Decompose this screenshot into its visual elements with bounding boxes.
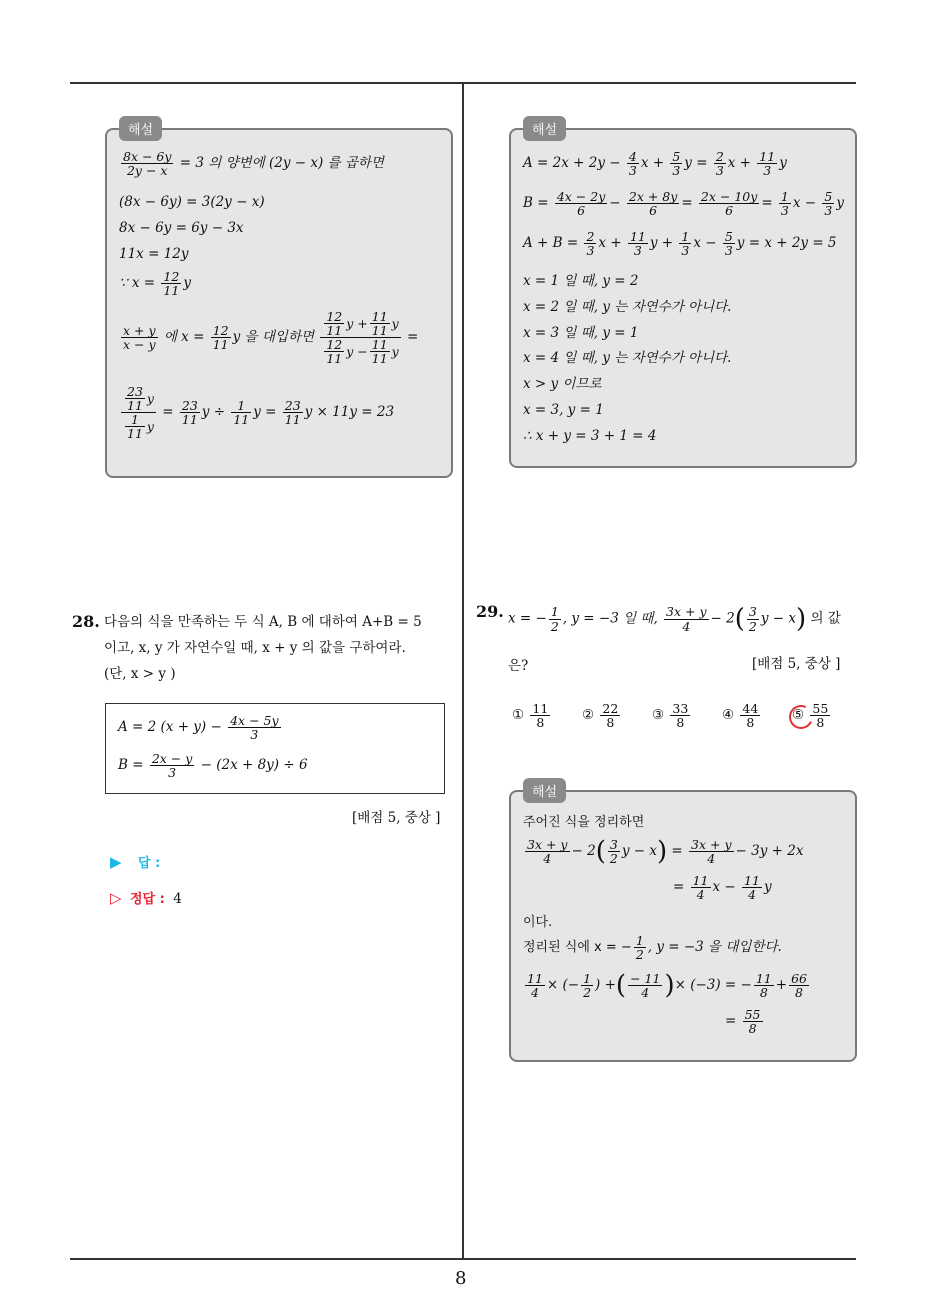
choice-4[interactable]: ④ $\frac{44}{8}$ — [722, 701, 759, 731]
solution-line-2: $\frac{3x + y}{4}$ − 2( $\frac{3}{2}$ y − x) = $\frac{3x + y}{4}$ − 3y + 2x — [527, 836, 804, 867]
correct-value: 4 — [173, 891, 182, 907]
solution-box-q27 — [105, 123, 453, 478]
correct-label: 정답 : — [130, 892, 165, 907]
choice-2[interactable]: ② $\frac{22}{8}$ — [582, 701, 619, 731]
correct-row — [110, 888, 182, 907]
definition-box — [105, 703, 445, 794]
question-29 — [476, 602, 860, 682]
answer-row — [110, 852, 160, 871]
definition-a: A = 2 (x + y) − $\frac{4x - 5y}{3}$ — [118, 713, 279, 743]
solution-line-7: x = 4 일 때, y 는 자연수가 아니다. — [523, 350, 732, 366]
score-q28: [배점 5, 중상 ] — [352, 810, 441, 826]
choice-number: ② — [582, 707, 595, 724]
page-number: 8 — [455, 1268, 467, 1289]
column-divider — [462, 82, 464, 1260]
question-number: 28. — [72, 612, 100, 631]
solution-line-2: (8x − 6y) = 3(2y − x) — [119, 194, 265, 210]
choice-number: ④ — [722, 707, 735, 724]
solution-line-6: $\frac{x + y}{x - y}$ 에 x = $\frac{12}{11}$ y 을 대입하면 $\frac{12}{11}$ y + $\frac{11}{11}$ y $\frac{12}{11}$ y − $\frac{11}{11}$ y = — [123, 309, 419, 367]
score-q29: [배점 5, 중상 ] — [752, 656, 841, 672]
question-line-2: 이고, x, y 가 자연수일 때, x + y 의 값을 구하여라. — [104, 640, 406, 656]
solution-line-1: 주어진 식을 정리하면 — [523, 815, 645, 830]
choice-number: ⑤ — [792, 707, 805, 724]
correct-arrow-icon: ▷ — [110, 889, 122, 907]
solution-line-3: = $\frac{11}{4}$ x − $\frac{11}{4}$ y — [673, 873, 772, 903]
solution-line-6: x = 3 일 때, y = 1 — [523, 325, 639, 341]
answer-label: 답 : — [138, 856, 161, 871]
choice-number: ③ — [652, 707, 665, 724]
solution-line-5: 정리된 식에 x = − $\frac{1}{2}$ , y = −3 을 대입한다. — [523, 933, 782, 963]
solution-line-4: x = 1 일 때, y = 2 — [523, 273, 639, 289]
question-line-1: x = − $\frac{1}{2}$ , y = −3 일 때, $\frac{3x + y}{4}$ − 2( $\frac{3}{2}$ y − x) 의 값 — [508, 604, 841, 634]
solution-tag: 해설 — [523, 116, 566, 141]
solution-line-4: 11x = 12y — [119, 246, 189, 262]
solution-line-1: A = 2x + 2y − $\frac{4}{3}$ x + $\frac{5}{3}$ y = $\frac{2}{3}$ x + $\frac{11}{3}$ y — [523, 149, 787, 179]
solution-box-q29 — [509, 785, 857, 1062]
solution-line-5: ∵ x = $\frac{12}{11}$ y — [119, 269, 191, 299]
solution-line-3: 8x − 6y = 6y − 3x — [119, 220, 244, 236]
solution-line-2: B = $\frac{4x - 2y}{6}$ − $\frac{2x + 8y}{6}$ = $\frac{2x - 10y}{6}$ = $\frac{1}{3}$ x − $\frac{5}{3}$ y — [523, 189, 844, 219]
solution-box-q28 — [509, 123, 857, 468]
question-line-2: 은? — [508, 658, 529, 674]
solution-line-5: x = 2 일 때, y 는 자연수가 아니다. — [523, 299, 732, 315]
solution-line-1: $\frac{8x - 6y}{2y - x}$ = 3 의 양변에 (2y − x) 를 곱하면 — [123, 149, 384, 179]
solution-line-10: ∴ x + y = 3 + 1 = 4 — [523, 428, 657, 444]
solution-tag: 해설 — [523, 778, 566, 803]
solution-line-7: $\frac{23}{11}$ y $\frac{1}{11}$ y = $\frac{23}{11}$ y ÷ $\frac{1}{11}$ y = $\frac{23}{11}$ y × 11y = 23 — [119, 385, 394, 441]
choice-5[interactable]: ⑤ $\frac{55}{8}$ — [792, 701, 829, 731]
definition-b: B = $\frac{2x - y}{3}$ − (2x + 8y) ÷ 6 — [118, 751, 308, 781]
solution-line-7: = $\frac{55}{8}$ — [725, 1007, 761, 1037]
choice-3[interactable]: ③ $\frac{33}{8}$ — [652, 701, 689, 731]
choice-1[interactable]: ① $\frac{11}{8}$ — [512, 701, 549, 731]
solution-line-9: x = 3, y = 1 — [523, 402, 604, 418]
solution-tag: 해설 — [119, 116, 162, 141]
choice-number: ① — [512, 707, 525, 724]
answer-arrow-icon: ▶ — [110, 853, 122, 871]
solution-line-4: 이다. — [523, 915, 553, 930]
solution-line-8: x > y 이므로 — [523, 376, 602, 392]
question-line-3: (단, x > y ) — [104, 666, 176, 682]
solution-line-3: A + B = $\frac{2}{3}$ x + $\frac{11}{3}$ y + $\frac{1}{3}$ x − $\frac{5}{3}$ y = x + 2y = 5 — [523, 229, 837, 259]
solution-line-6: $\frac{11}{4}$ × (− $\frac{1}{2}$ ) +( $\frac{- 11}{4}$ )× (−3) = − $\frac{11}{8}$ + $\frac{66}{8}$ — [527, 970, 807, 1001]
question-number: 29. — [476, 602, 504, 621]
question-line-1: 다음의 식을 만족하는 두 식 A, B 에 대하여 A+B = 5 — [104, 614, 422, 630]
bottom-rule — [70, 1258, 856, 1260]
